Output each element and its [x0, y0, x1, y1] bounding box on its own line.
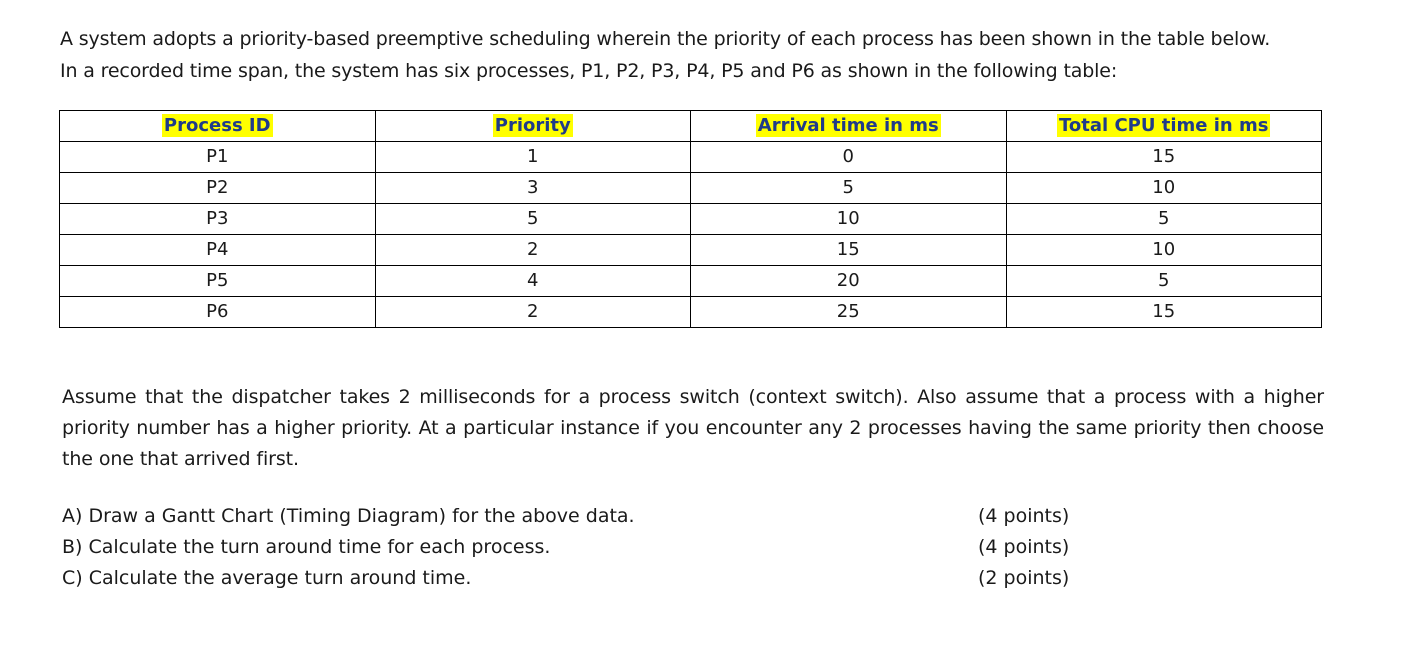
table-row: [60, 235, 1322, 266]
table-row: [60, 173, 1322, 204]
cell-arrival-time: 0: [691, 142, 1007, 173]
cell-cpu-time: 5: [1006, 204, 1322, 235]
header-process-id: Process ID: [60, 111, 376, 142]
cell-arrival-time: 5: [691, 173, 1007, 204]
table-row: [60, 297, 1322, 328]
question-points: (4 points): [978, 505, 1070, 527]
cell-priority: 1: [375, 142, 691, 173]
table-row: [60, 142, 1322, 173]
cell-process-id: P3: [60, 204, 376, 235]
question-text: B) Calculate the turn around time for each process.: [62, 536, 551, 558]
cell-process-id: P5: [60, 266, 376, 297]
cell-process-id: P4: [60, 235, 376, 266]
cell-process-id: P2: [60, 173, 376, 204]
question-text: C) Calculate the average turn around time.: [62, 567, 472, 589]
cell-cpu-time: 15: [1006, 142, 1322, 173]
cell-cpu-time: 15: [1006, 297, 1322, 328]
question-c: [62, 563, 1162, 594]
cell-cpu-time: 5: [1006, 266, 1322, 297]
cell-priority: 4: [375, 266, 691, 297]
cell-arrival-time: 10: [691, 204, 1007, 235]
cell-process-id: P1: [60, 142, 376, 173]
question-points: (2 points): [978, 567, 1070, 589]
cell-process-id: P6: [60, 297, 376, 328]
question-b: [62, 532, 1162, 563]
table-row: [60, 266, 1322, 297]
question-points: (4 points): [978, 536, 1070, 558]
question-text: A) Draw a Gantt Chart (Timing Diagram) for the above data.: [62, 505, 635, 527]
cell-priority: 3: [375, 173, 691, 204]
question-a: [62, 501, 1162, 532]
cell-arrival-time: 20: [691, 266, 1007, 297]
cell-cpu-time: 10: [1006, 173, 1322, 204]
intro-line-2: In a recorded time span, the system has six processes, P1, P2, P3, P4, P5 and P6 as shown in the following table:: [60, 60, 1118, 82]
intro-line-1: A system adopts a priority-based preemptive scheduling wherein the priority of each process has been shown in the table below.: [60, 28, 1271, 50]
cell-cpu-time: 10: [1006, 235, 1322, 266]
process-table: [59, 110, 1322, 328]
assumption-text: Assume that the dispatcher takes 2 milliseconds for a process switch (context switch). Also assume that a process with a higher priority number has a higher priority. At a particular instance if you encounter any 2 processes having the same priority then choose the one that arrived first.: [62, 386, 1324, 470]
assumption-paragraph: [62, 382, 1324, 475]
header-priority: Priority: [375, 111, 691, 142]
cell-priority: 2: [375, 297, 691, 328]
intro-paragraph: [60, 23, 1350, 87]
cell-priority: 2: [375, 235, 691, 266]
header-arrival-time: Arrival time in ms: [691, 111, 1007, 142]
table-header-row: [60, 111, 1322, 142]
question-list: [62, 501, 1162, 594]
table-row: [60, 204, 1322, 235]
header-cpu-time: Total CPU time in ms: [1006, 111, 1322, 142]
cell-priority: 5: [375, 204, 691, 235]
cell-arrival-time: 25: [691, 297, 1007, 328]
cell-arrival-time: 15: [691, 235, 1007, 266]
